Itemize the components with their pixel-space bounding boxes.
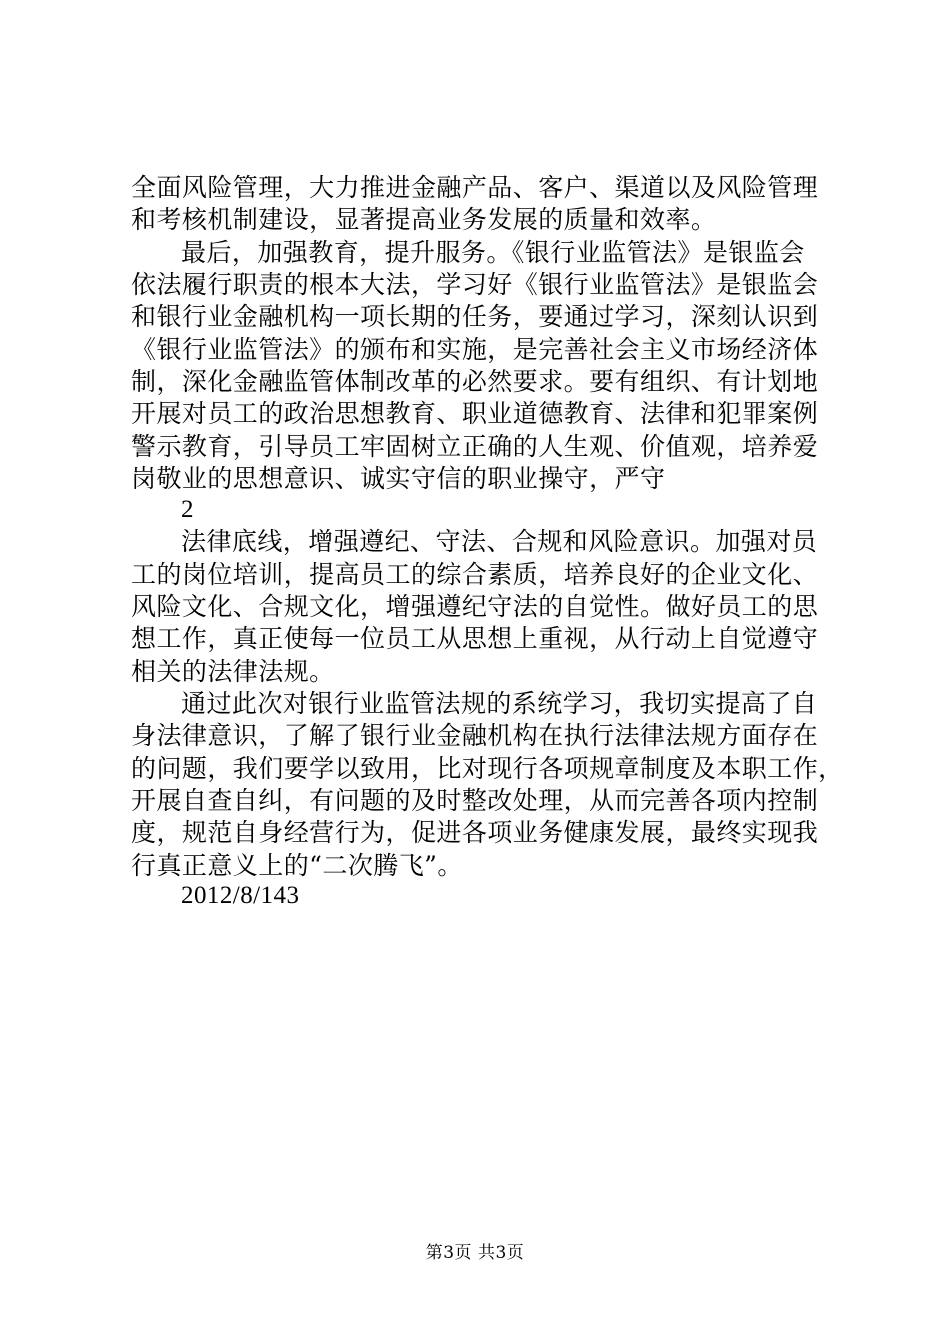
text-line: 通过此次对银行业监管法规的系统学习，我切实提高了自 bbox=[181, 689, 818, 718]
text-line: 开展自查自纠，有问题的及时整改处理，从而完善各项内控制 bbox=[131, 786, 819, 815]
text-line: 法律底线，增强遵纪、守法、合规和风险意识。加强对员 bbox=[181, 527, 818, 556]
page-marker: 2 bbox=[181, 496, 194, 523]
text-line: 和考核机制建设，显著提高业务发展的质量和效率。 bbox=[131, 205, 717, 234]
text-line: 风险文化、合规文化，增强遵纪守法的自觉性。做好员工的思 bbox=[131, 592, 819, 621]
text-line: 工的岗位培训，提高员工的综合素质，培养良好的企业文化、 bbox=[131, 560, 819, 589]
page-footer: 第3页 共3页 bbox=[425, 1243, 525, 1263]
text-line: 制，深化金融监管体制改革的必然要求。要有组织、有计划地 bbox=[131, 367, 819, 396]
text-line: 行真正意义上的“二次腾飞”。 bbox=[131, 851, 463, 880]
text-line: 依法履行职责的根本大法，学习好《银行业监管法》是银监会 bbox=[131, 270, 819, 299]
text-line: 相关的法律法规。 bbox=[131, 657, 335, 686]
text-line: 的问题，我们要学以致用，比对现行各项规章制度及本职工作， bbox=[131, 754, 844, 783]
text-line: 度，规范自身经营行为，促进各项业务健康发展，最终实现我 bbox=[131, 818, 819, 847]
text-line: 开展对员工的政治思想教育、职业道德教育、法律和犯罪案例 bbox=[131, 399, 819, 428]
text-line: 身法律意识，了解了银行业金融机构在执行法律法规方面存在 bbox=[131, 721, 819, 750]
text-line: 最后，加强教育，提升服务。《银行业监管法》是银监会 bbox=[181, 238, 805, 267]
text-line: 岗敬业的思想意识、诚实守信的职业操守，严守 bbox=[131, 464, 666, 493]
text-line: 全面风险管理，大力推进金融产品、客户、渠道以及风险管理 bbox=[131, 173, 819, 202]
date-line: 2012/8/143 bbox=[181, 882, 300, 909]
text-line: 警示教育，引导员工牢固树立正确的人生观、价值观，培养爱 bbox=[131, 432, 819, 461]
text-line: 和银行业金融机构一项长期的任务，要通过学习，深刻认识到 bbox=[131, 302, 819, 331]
text-line: 《银行业监管法》的颁布和实施，是完善社会主义市场经济体 bbox=[131, 335, 819, 364]
text-line: 想工作，真正使每一位员工从思想上重视，从行动上自觉遵守 bbox=[131, 624, 819, 653]
